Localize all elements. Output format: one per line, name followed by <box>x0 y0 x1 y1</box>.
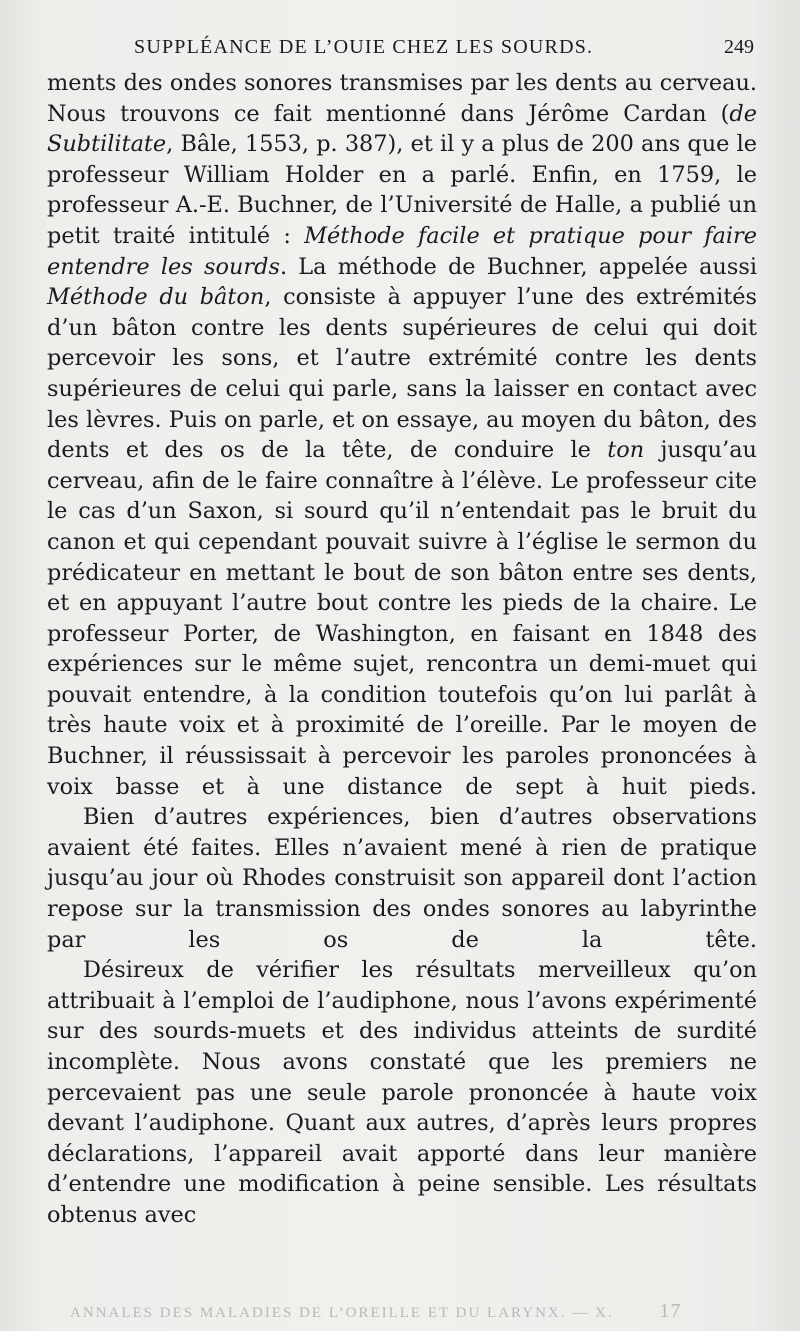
body-text <box>47 68 757 1231</box>
footer-journal-title: ANNALES DES MALADIES DE L’OREILLE ET DU LARYNX. — X. <box>70 1305 614 1321</box>
text-run: , Bâle, 1553, p. 387), et il y a plus de 200 ans que le professeur William Holder en a parlé. Enfin, en 1759, le professeur A.-E. Buchner, de l’Université de Halle, a publié un petit traité intitulé : <box>47 131 757 249</box>
text-run: jusqu’au cerveau, afin de le faire connaître à l’élève. Le professeur cite le cas d’un Saxon, si sourd qu’il n’entendait pas le bruit du canon et qui cependant pouvait suivre à l’église le sermon du prédicateur en mettant le bout de son bâton entre ses dents, et en appuyant l’autre bout contre les pieds de la chaire. Le professeur Porter, de Washington, en faisant en 1848 des expériences sur le même sujet, rencontra un demi-muet qui pouvait entendre, à la condition toutefois qu’on lui parlât à très haute voix et à proximité de l’oreille. Par le moyen de Buchner, il réussissait à percevoir les paroles prononcées à voix basse et à une distance de sept à huit pieds. <box>47 437 757 800</box>
footer-signature-mark: 17 <box>659 1300 682 1322</box>
page-number: 249 <box>724 36 754 58</box>
paragraph-1 <box>47 68 757 802</box>
bleed-through-footer <box>70 1300 740 1323</box>
text-run: . La méthode de Buchner, appelée aussi <box>279 253 757 280</box>
italic-title-methode-facile: Méthode facile et pratique pour faire entendre les sourds <box>47 222 757 280</box>
text-run: ments des ondes sonores transmises par les dents au cerveau. Nous trouvons ce fait mentionné dans Jérôme Cardan ( <box>47 70 757 127</box>
paragraph-3: Désireux de vérifier les résultats merveilleux qu’on attribuait à l’emploi de l’audiphone, nous l’avons expérimenté sur des sourds-muets et des individus atteints de surdité incomplète. Nous avons constaté que les premiers ne percevaient pas une seule parole prononcée à haute voix devant l’audiphone. Quant aux autres, d’après leurs propres déclarations, l’appareil avait apporté dans leur manière d’entendre une modification à peine sensible. Les résultats obtenus avec <box>47 957 757 1228</box>
paragraph-2: Bien d’autres expériences, bien d’autres observations avaient été faites. Elles n’avaient mené à rien de pratique jusqu’au jour où Rhodes construisit son appareil dont l’action repose sur la transmission des ondes sonores au labyrinthe par les os de la tête. <box>47 804 757 953</box>
running-title: SUPPLÉANCE DE L’OUIE CHEZ LES SOURDS. <box>134 36 594 58</box>
italic-title-methode-du-baton: Méthode du bâton <box>47 284 265 311</box>
text-run: , consiste à appuyer l’une des extrémités d’un bâton contre les dents supérieures de celui qui doit percevoir les sons, et l’autre extrémité contre les dents supérieures de celui qui parle, sans la laisser en contact avec les lèvres. Puis on parle, et on essaye, au moyen du bâton, des dents et des os de la tête, de conduire le <box>47 284 757 464</box>
italic-title-de-subtilitate: de Subtilitate <box>47 100 757 158</box>
italic-word-ton: ton <box>607 437 645 464</box>
page-header <box>60 36 760 64</box>
